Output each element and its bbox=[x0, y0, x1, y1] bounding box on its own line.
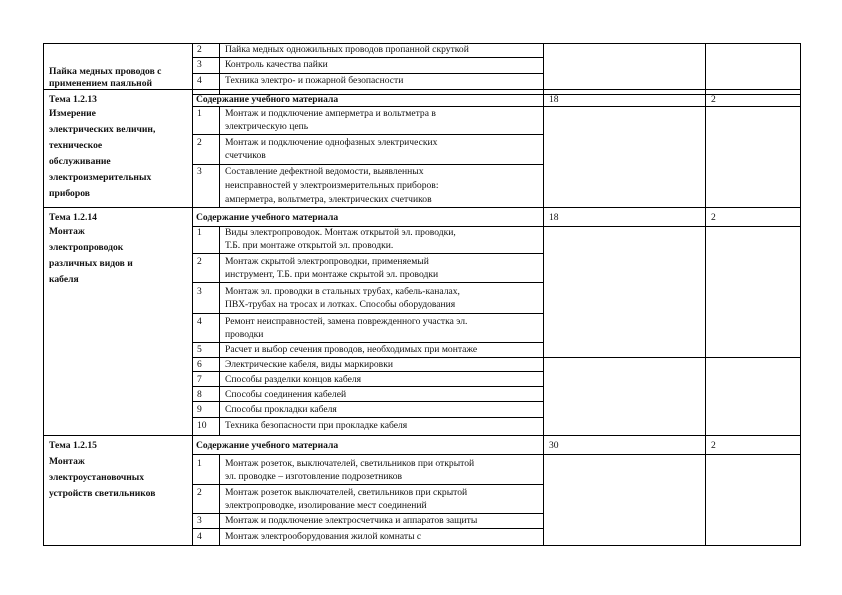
row-text: Монтаж и подключение амперметра и вольтметра в bbox=[225, 108, 436, 119]
row-number: 1 bbox=[197, 227, 202, 238]
row-number: 2 bbox=[197, 137, 202, 148]
theme-title-line: электропроводок bbox=[49, 242, 124, 253]
row-text: амперметра, вольтметра, электрических счетчиков bbox=[225, 194, 432, 205]
content-header: Содержание учебного материала bbox=[196, 94, 339, 105]
theme-number: Тема 1.2.15 bbox=[49, 440, 97, 451]
row-text: Способы прокладки кабеля bbox=[225, 404, 337, 415]
row-number: 7 bbox=[197, 374, 202, 385]
row-number: 9 bbox=[197, 404, 202, 415]
row-text: Монтаж скрытой электропроводки, применяемый bbox=[225, 256, 429, 267]
row-text: электропроводке, изолирование мест соединений bbox=[225, 500, 427, 511]
theme-title-line: различных видов и bbox=[49, 258, 133, 269]
content-header: Содержание учебного материала bbox=[196, 212, 339, 223]
theme-title-line: обслуживание bbox=[49, 156, 111, 167]
row-number: 1 bbox=[197, 458, 202, 469]
hours-value: 30 bbox=[549, 440, 559, 451]
row-text: неисправностей у электроизмерительных приборов: bbox=[225, 180, 439, 191]
hours-value: 18 bbox=[549, 94, 559, 105]
theme-title-line: приборов bbox=[49, 188, 90, 199]
row-text: электрическую цепь bbox=[225, 121, 309, 132]
row-number: 2 bbox=[197, 256, 202, 267]
row-number: 5 bbox=[197, 344, 202, 355]
row-text: Ремонт неисправностей, замена поврежденного участка эл. bbox=[225, 316, 468, 327]
row-text: Техника электро- и пожарной безопасности bbox=[225, 75, 404, 86]
row-text: Контроль качества пайки bbox=[225, 59, 328, 70]
row-text: Способы соединения кабелей bbox=[225, 389, 347, 400]
row-text: Монтаж электрооборудования жилой комнаты с bbox=[225, 531, 422, 542]
row-number: 8 bbox=[197, 389, 202, 400]
theme-title-line: техническое bbox=[49, 140, 103, 151]
row-number: 3 bbox=[197, 515, 202, 526]
theme-title-line: Монтаж bbox=[49, 456, 85, 467]
row-text: Электрические кабеля, виды маркировки bbox=[225, 359, 394, 370]
row-number: 2 bbox=[197, 487, 202, 498]
row-number: 3 bbox=[197, 166, 202, 177]
theme-number: Тема 1.2.14 bbox=[49, 212, 97, 223]
row-text: Составление дефектной ведомости, выявленных bbox=[225, 166, 424, 177]
row-number: 6 bbox=[197, 359, 202, 370]
row-number: 4 bbox=[197, 531, 202, 542]
row-text: Виды электропроводок. Монтаж открытой эл. проводки, bbox=[225, 227, 456, 238]
theme-title-line: Измерение bbox=[49, 108, 96, 119]
topic-label: Пайка медных проводов с применением паяльной bbox=[49, 66, 162, 89]
row-text: Монтаж и подключение однофазных электрических bbox=[225, 137, 438, 148]
row-text: эл. проводке – изготовление подрозетников bbox=[225, 471, 403, 482]
row-number: 2 bbox=[197, 44, 202, 55]
row-text: Монтаж и подключение электросчетчика и аппаратов защиты bbox=[225, 515, 478, 526]
theme-title-line: электрических величин, bbox=[49, 124, 156, 135]
row-text: Монтаж розеток, выключателей, светильников при открытой bbox=[225, 458, 475, 469]
level-value: 2 bbox=[711, 440, 716, 451]
row-text: Техника безопасности при прокладке кабеля bbox=[225, 420, 408, 431]
row-text: Монтаж эл. проводки в стальных трубах, кабель-каналах, bbox=[225, 286, 460, 297]
row-number: 10 bbox=[197, 420, 207, 431]
row-text: Монтаж розеток выключателей, светильников при скрытой bbox=[225, 487, 468, 498]
row-text: Способы разделки концов кабеля bbox=[225, 374, 362, 385]
row-number: 3 bbox=[197, 286, 202, 297]
hours-value: 18 bbox=[549, 212, 559, 223]
content-header: Содержание учебного материала bbox=[196, 440, 339, 451]
theme-number: Тема 1.2.13 bbox=[49, 94, 97, 105]
level-value: 2 bbox=[711, 212, 716, 223]
row-number: 4 bbox=[197, 75, 202, 86]
row-text: Пайка медных одножильных проводов пропанной скруткой bbox=[225, 44, 469, 55]
row-text: Т.Б. при монтаже открытой эл. проводки. bbox=[225, 240, 394, 251]
row-text: Расчет и выбор сечения проводов, необходимых при монтаже bbox=[225, 344, 478, 355]
theme-title-line: кабеля bbox=[49, 274, 79, 285]
theme-title-line: электроизмерительных bbox=[49, 172, 152, 183]
row-number: 4 bbox=[197, 316, 202, 327]
theme-title-line: Монтаж bbox=[49, 226, 85, 237]
level-value: 2 bbox=[711, 94, 716, 105]
row-text: счетчиков bbox=[225, 150, 266, 161]
theme-title-line: устройств светильников bbox=[49, 488, 156, 499]
row-number: 3 bbox=[197, 59, 202, 70]
row-text: ПВХ-трубах на тросах и лотках. Способы оборудования bbox=[225, 299, 456, 310]
row-text: проводки bbox=[225, 329, 264, 340]
theme-title-line: электроустановочных bbox=[49, 472, 145, 483]
row-text: инструмент, Т.Б. при монтаже скрытой эл. проводки bbox=[225, 269, 439, 280]
row-number: 1 bbox=[197, 108, 202, 119]
